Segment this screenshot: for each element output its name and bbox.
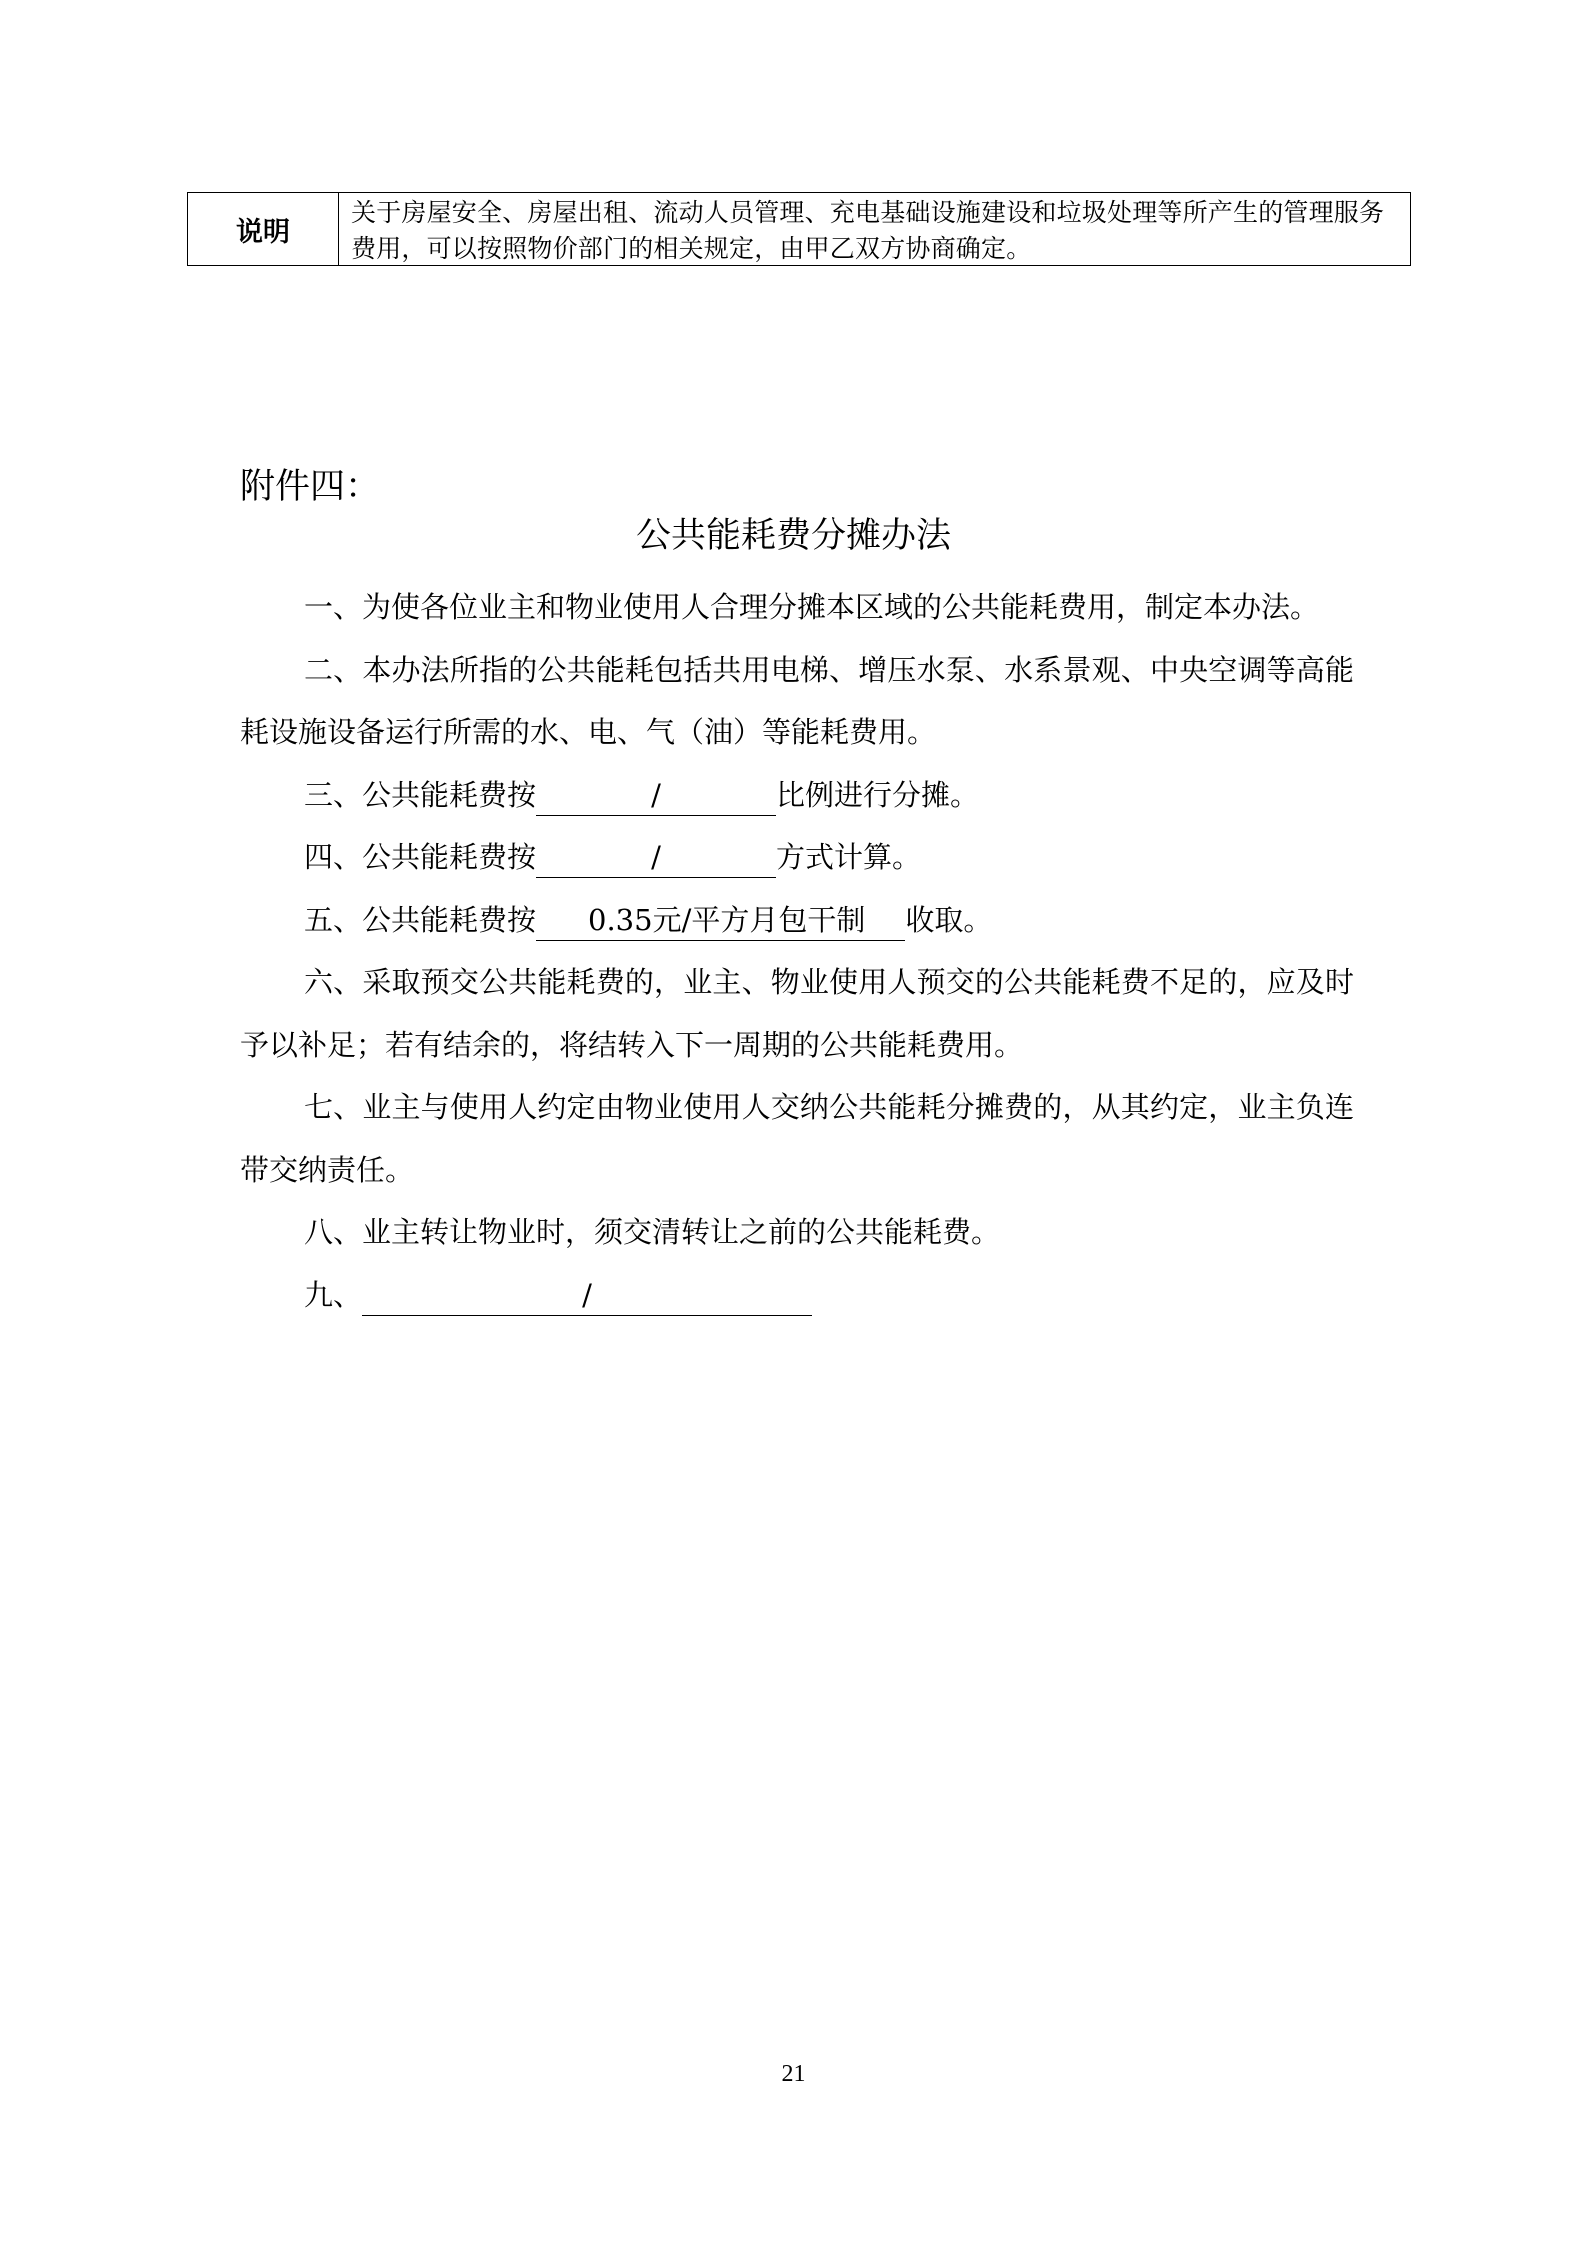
attachment-label: 附件四： xyxy=(240,467,381,507)
clause-6: 六、采取预交公共能耗费的，业主、物业使用人预交的公共能耗费不足的，应及时予以补足；若有结余的，将结转入下一周期的公共能耗费用。 xyxy=(240,965,1354,1062)
clause-5 xyxy=(240,889,1354,952)
clause-9 xyxy=(240,1264,1354,1327)
clause-7: 七、业主与使用人约定由物业使用人交纳公共能耗分摊费的，从其约定，业主负连带交纳责任。 xyxy=(240,1090,1354,1187)
clause-9-prefix: 九、 xyxy=(304,1277,363,1312)
clause-4-prefix: 四、公共能耗费按 xyxy=(304,840,537,874)
clause-2: 二、本办法所指的公共能耗包括共用电梯、增压水泵、水系景观、中央空调等高能耗设施设备运行所需的水、电、气（油）等能耗费用。 xyxy=(240,652,1354,749)
document-title: 公共能耗费分摊办法 xyxy=(635,516,951,556)
clause-list xyxy=(240,576,1354,1326)
clause-4 xyxy=(240,826,1354,889)
clause-5-suffix: 收取。 xyxy=(905,902,993,937)
clause-3-prefix: 三、公共能耗费按 xyxy=(304,777,537,812)
clause-1: 一、为使各位业主和物业使用人合理分摊本区域的公共能耗费用，制定本办法。 xyxy=(304,590,1320,624)
clause-3 xyxy=(240,764,1354,827)
clause-4-suffix: 方式计算。 xyxy=(776,840,922,874)
clause-3-suffix: 比例进行分摊。 xyxy=(776,777,980,812)
note-label: 说明 xyxy=(188,193,339,265)
clause-8: 八、业主转让物业时，须交清转让之前的公共能耗费。 xyxy=(304,1215,1001,1249)
clause-5-prefix: 五、公共能耗费按 xyxy=(304,902,537,937)
page-number: 21 xyxy=(781,2061,806,2087)
clause-5-blank: 0.35元/平方月包干制 xyxy=(536,900,905,941)
clause-9-blank: / xyxy=(362,1275,812,1316)
clause-3-blank: / xyxy=(536,775,776,816)
clause-4-blank: / xyxy=(536,837,776,878)
note-text: 关于房屋安全、房屋出租、流动人员管理、充电基础设施建设和垃圾处理等所产生的管理服务费用，可以按照物价部门的相关规定，由甲乙双方协商确定。 xyxy=(351,198,1385,263)
note-table xyxy=(187,192,1411,266)
